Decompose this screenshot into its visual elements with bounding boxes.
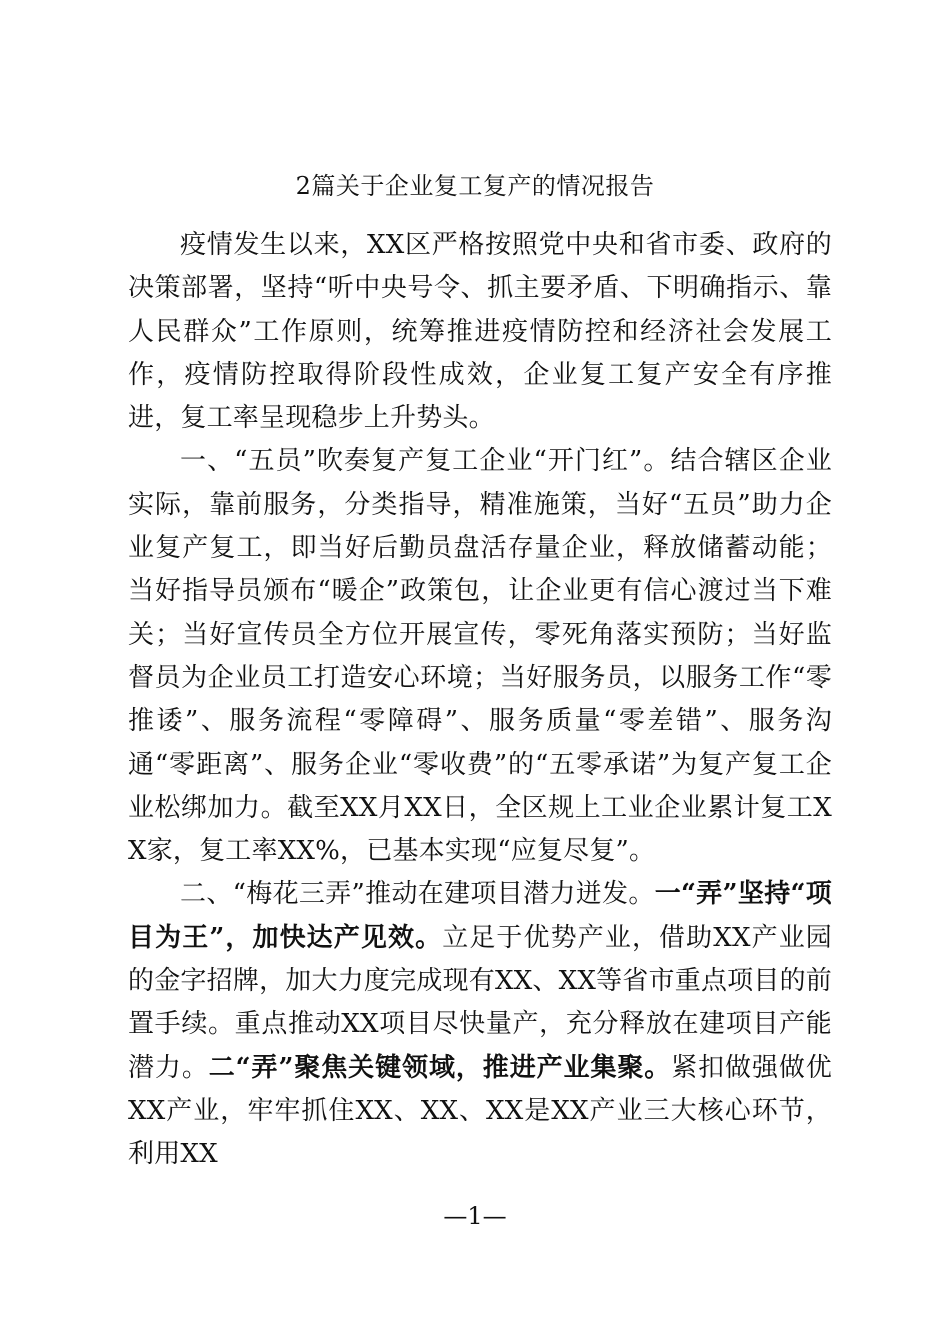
page-number: —1— [443,1202,507,1230]
document-title: 2篇关于企业复工复产的情况报告 [295,172,655,200]
section-2-bold-heading-2: 二“弄”聚焦关键领域，推进产业集聚。 [208,1052,672,1083]
section-2-bold-heading-1: 一“弄”坚持“项目为王”，加快达产见效。 [128,879,832,953]
paragraph-section-1: 一、“五员”吹奏复产复工企业“开门红”。结合辖区企业实际，靠前服务，分类指导，精准施策，当好“五员”助力企业复产复工，即当好后勤员盘活存量企业，释放储蓄动能；当好指导员颁布“暖企”政策包，让企业更有信心渡过当下难关；当好宣传员全方位开展宣传，零死角落实预防；当好监督员为企业员工打造安心环境；当好服务员，以服务工作“零推诿”、服务流程“零障碍”、服务质量“零差错”、服务沟通“零距离”、服务企业“零收费”的“五零承诺”为复产复工企业松绑加力。截至XX月XX日，全区规上工业企业累计复工XX家，复工率XX%，已基本实现“应复尽复”。 [128,446,832,867]
section-2-text-1: 立足于优势产业，借助XX产业园的金字招牌，加大力度完成现有XX、XX等省市重点项目的前置手续。重点推动XX项目尽快量产，充分释放在建项目产能潜力。 [128,922,832,1083]
document-body [128,224,832,1177]
paragraph-section-2 [128,873,832,1176]
paragraph-intro: 疫情发生以来，XX区严格按照党中央和省市委、政府的决策部署，坚持“听中央号令、抓主要矛盾、下明确指示、靠人民群众”工作原则，统筹推进疫情防控和经济社会发展工作，疫情防控取得阶段性成效，企业复工复产安全有序推进，复工率呈现稳步上升势头。 [128,230,832,434]
section-2-lead: 二、“梅花三弄”推动在建项目潜力迸发。 [180,879,655,910]
section-2-text-2: 紧扣做强做优XX产业，牢牢抓住XX、XX、XX是XX产业三大核心环节，利用XX [128,1052,832,1170]
